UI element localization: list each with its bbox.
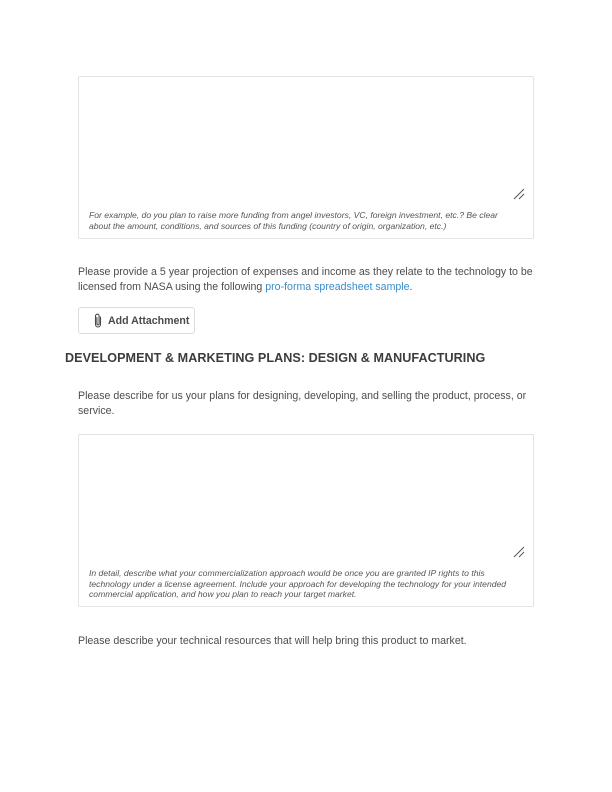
section-heading: DEVELOPMENT & MARKETING PLANS: DESIGN & MANUFACTURING [65, 351, 486, 365]
plans-question: Please describe for us your plans for designing, developing, and selling the product, process, or service. [78, 390, 527, 417]
add-attachment-label: Add Attachment [108, 314, 190, 327]
projection-period: . [409, 281, 413, 293]
funding-textarea[interactable] [78, 76, 534, 239]
technical-resources-question: Please describe your technical resources that will help bring this product to market. [78, 635, 467, 647]
projection-question [78, 265, 538, 295]
funding-helper-text: For example, do you plan to raise more funding from angel investors, VC, foreign investment, etc.? Be clear about the amount, conditions, and sources of this funding (country of origin, organization, etc.) [89, 210, 498, 231]
plans-textarea[interactable] [78, 434, 534, 607]
resize-handle-icon[interactable] [513, 546, 525, 558]
plans-helper-text: In detail, describe what your commercialization approach would be once you are granted IP rights to this technology under a license agreement. Include your approach for developing the technology for your intended commercial application, and how you plan to reach your target market. [89, 568, 507, 599]
add-attachment-button[interactable] [78, 307, 195, 334]
pro-forma-spreadsheet-link[interactable]: pro-forma spreadsheet sample [265, 281, 410, 293]
resize-handle-icon[interactable] [513, 188, 525, 200]
projection-text: Please provide a 5 year projection of expenses and income as they relate to the technology to be licensed from NASA using the following [78, 266, 533, 293]
paperclip-icon [92, 313, 104, 329]
